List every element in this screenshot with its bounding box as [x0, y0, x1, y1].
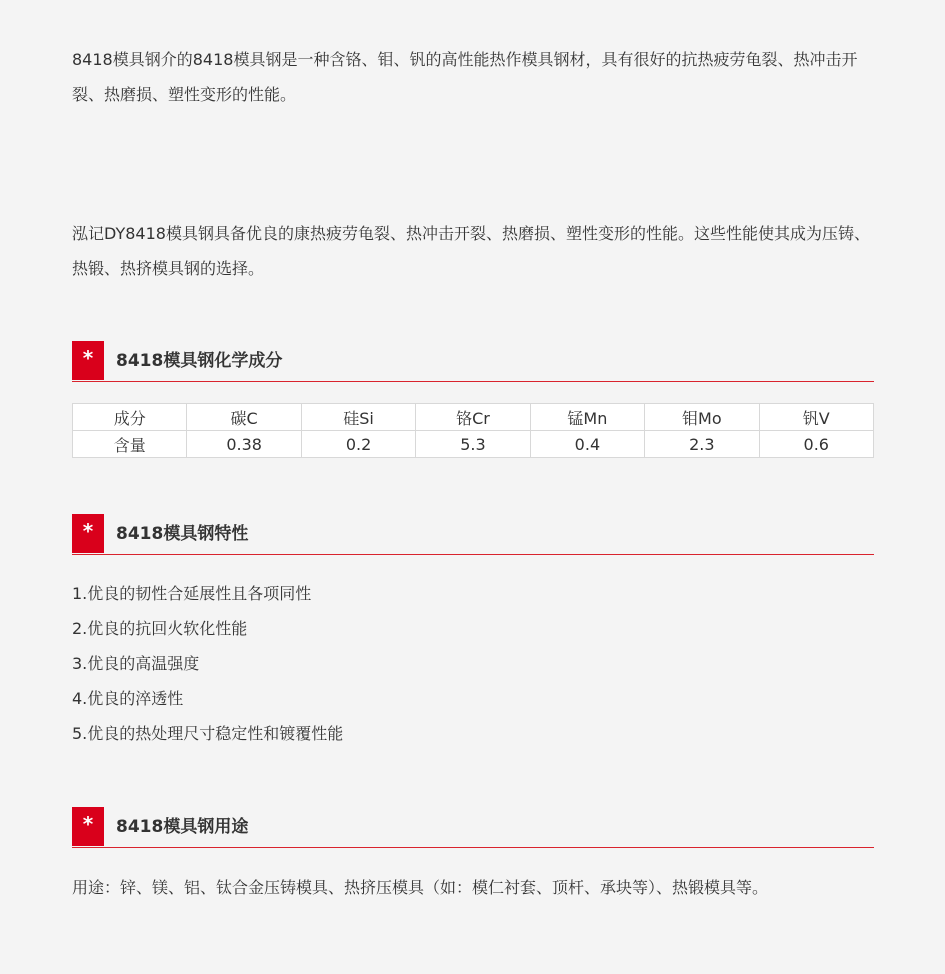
table-cell: 锰Mn [530, 404, 644, 431]
section-title-properties: 8418模具钢特性 [116, 524, 249, 544]
list-item: 1.优良的韧性合延展性且各项同性 [72, 584, 312, 603]
table-cell: 0.6 [759, 431, 873, 458]
table-cell: 0.4 [530, 431, 644, 458]
table-cell: 成分 [73, 404, 187, 431]
table-cell: 碳C [187, 404, 301, 431]
list-item: 5.优良的热处理尺寸稳定性和镀覆性能 [72, 724, 344, 743]
intro-paragraph-1: 8418模具钢介的8418模具钢是一种含铬、钼、钒的高性能热作模具钢材，具有很好的抗热疲劳龟裂、热冲击开裂、热磨损、塑性变形的性能。 [72, 50, 858, 104]
table-cell: 含量 [73, 431, 187, 458]
table-cell: 钒V [759, 404, 873, 431]
star-icon: * [72, 807, 104, 846]
section-title-composition: 8418模具钢化学成分 [116, 351, 283, 371]
list-item: 4.优良的淬透性 [72, 689, 184, 708]
section-header-properties [72, 514, 874, 555]
usage-paragraph: 用途：锌、镁、铝、钛合金压铸模具、热挤压模具（如：模仁衬套、顶杆、承块等）、热锻模具等。 [72, 878, 769, 897]
star-icon: * [72, 514, 104, 553]
section-header-composition [72, 341, 874, 382]
table-cell: 0.2 [301, 431, 415, 458]
composition-table [72, 403, 874, 458]
table-cell: 硅Si [301, 404, 415, 431]
table-cell: 铬Cr [416, 404, 530, 431]
section-header-usage [72, 807, 874, 848]
table-cell: 5.3 [416, 431, 530, 458]
table-cell: 2.3 [645, 431, 759, 458]
table-header-row [73, 404, 874, 431]
list-item: 3.优良的高温强度 [72, 654, 200, 673]
section-title-usage: 8418模具钢用途 [116, 817, 249, 837]
table-row [73, 431, 874, 458]
properties-list [72, 576, 343, 751]
table-cell: 钼Mo [645, 404, 759, 431]
table-cell: 0.38 [187, 431, 301, 458]
star-icon: * [72, 341, 104, 380]
intro-paragraph-2: 泓记DY8418模具钢具备优良的康热疲劳龟裂、热冲击开裂、热磨损、塑性变形的性能。这些性能使其成为压铸、热锻、热挤模具钢的选择。 [72, 224, 870, 278]
list-item: 2.优良的抗回火软化性能 [72, 619, 248, 638]
